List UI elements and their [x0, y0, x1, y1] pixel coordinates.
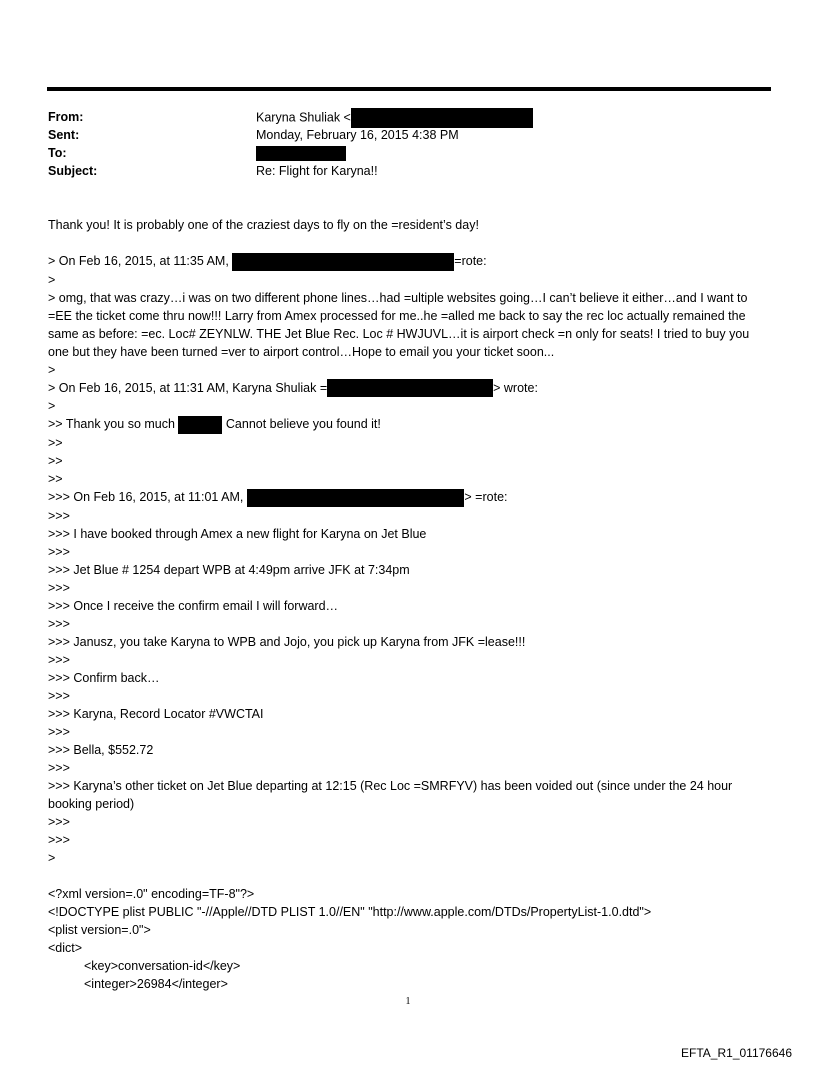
quote-header-suffix: > wrote: [493, 380, 538, 395]
to-row [48, 144, 768, 162]
redaction-block [327, 379, 493, 397]
xml-line: <!DOCTYPE plist PUBLIC "-//Apple//DTD PLIST 1.0//EN" "http://www.apple.com/DTDs/PropertyList-1.0.dtd"> [48, 904, 652, 919]
quote-line: > [48, 362, 56, 377]
redaction-block [247, 489, 464, 507]
page-number: 1 [405, 996, 411, 1007]
quote-line: >>> [48, 580, 70, 595]
redaction-block [256, 146, 346, 161]
quote-line: >>> Karyna’s other ticket on Jet Blue departing at 12:15 (Rec Loc =SMRFYV) has been voided out (since under the 24 hour booking period) [48, 778, 733, 811]
sent-value: Monday, February 16, 2015 4:38 PM [256, 128, 459, 142]
quote-line: >>> [48, 814, 70, 829]
xml-line: <plist version=.0"> [48, 922, 151, 937]
quote-line: >>> I have booked through Amex a new flight for Karyna on Jet Blue [48, 526, 427, 541]
quote-line: >> [48, 472, 63, 487]
quote-line: >>> Karyna, Record Locator #VWCTAI [48, 706, 264, 721]
quote-line: >>> [48, 832, 70, 847]
from-value [256, 108, 533, 128]
subject-row [48, 162, 768, 180]
thanks-suffix: Cannot believe you found it! [225, 417, 381, 432]
from-label: From: [48, 110, 84, 124]
quote-line: >>> Bella, $552.72 [48, 742, 154, 757]
quote-line: >>> [48, 652, 70, 667]
xml-line: <key>conversation-id</key> [84, 958, 241, 973]
xml-line: <dict> [48, 940, 83, 955]
quote-line: >>> [48, 760, 70, 775]
quote-paragraph: > omg, that was crazy…i was on two different phone lines…had =ultiple websites going…I can’t believe it either…and I want to =EE the ticket come thru now!!! Larry from Amex processed for me..he =alled me back to say the rec loc actually remained the same as before: =ec. Loc# ZEYNLW. THE Jet Blue Rec. Loc # HWJUVL…it is airport check =n only for seats! I tried to buy you one but they have been turned =ver to airport control…Hope to email you your ticket soon... [48, 290, 750, 359]
quote-header-1 [48, 252, 772, 271]
quote-line: >>> Jet Blue # 1254 depart WPB at 4:49pm arrive JFK at 7:34pm [48, 562, 410, 577]
quote-header-suffix: > =rote: [464, 490, 508, 505]
quote-line: >> [48, 436, 63, 451]
quote-header-2 [48, 379, 772, 398]
quote-line: > [48, 399, 56, 414]
subject-label: Subject: [48, 164, 98, 178]
from-name: Karyna Shuliak < [256, 110, 351, 125]
thanks-prefix: >> Thank you so much [48, 417, 175, 432]
quote-header-prefix: > On Feb 16, 2015, at 11:31 AM, Karyna Shuliak = [48, 380, 328, 395]
quote-line: >>> [48, 616, 70, 631]
to-value [256, 144, 346, 162]
quote-line: >>> [48, 544, 70, 559]
quote-header-prefix: >>> On Feb 16, 2015, at 11:01 AM, [48, 490, 244, 505]
from-row [48, 108, 768, 126]
quote-line: >>> Janusz, you take Karyna to WPB and Jojo, you pick up Karyna from JFK =lease!!! [48, 634, 526, 649]
xml-line: <?xml version=.0" encoding=TF-8"?> [48, 886, 255, 901]
quote-line: > [48, 850, 56, 865]
quote-header-prefix: > On Feb 16, 2015, at 11:35 AM, [48, 254, 229, 268]
intro-line: Thank you! It is probably one of the craziest days to fly on the =resident’s day! [48, 218, 479, 232]
quote-line: >>> [48, 508, 70, 523]
subject-value: Re: Flight for Karyna!! [256, 164, 378, 178]
email-header [48, 108, 768, 180]
thanks-line [48, 415, 772, 434]
quote-header-3 [48, 488, 772, 507]
header-rule [47, 87, 771, 91]
sent-row [48, 126, 768, 144]
to-label: To: [48, 146, 67, 160]
sent-label: Sent: [48, 128, 80, 142]
quote-line: > [48, 272, 56, 287]
redaction-block [351, 108, 533, 128]
redaction-block [232, 253, 454, 271]
quote-line: >>> Confirm back… [48, 670, 160, 685]
quote-line: >>> [48, 724, 70, 739]
email-body [48, 216, 772, 993]
quote-line: >>> [48, 688, 70, 703]
document-id: EFTA_R1_01176646 [681, 1046, 792, 1060]
redaction-block [178, 416, 222, 434]
quote-header-suffix: =rote: [454, 254, 487, 268]
quote-line: >> [48, 454, 63, 469]
quote-line: >>> Once I receive the confirm email I will forward… [48, 598, 339, 613]
xml-line: <integer>26984</integer> [84, 976, 228, 991]
